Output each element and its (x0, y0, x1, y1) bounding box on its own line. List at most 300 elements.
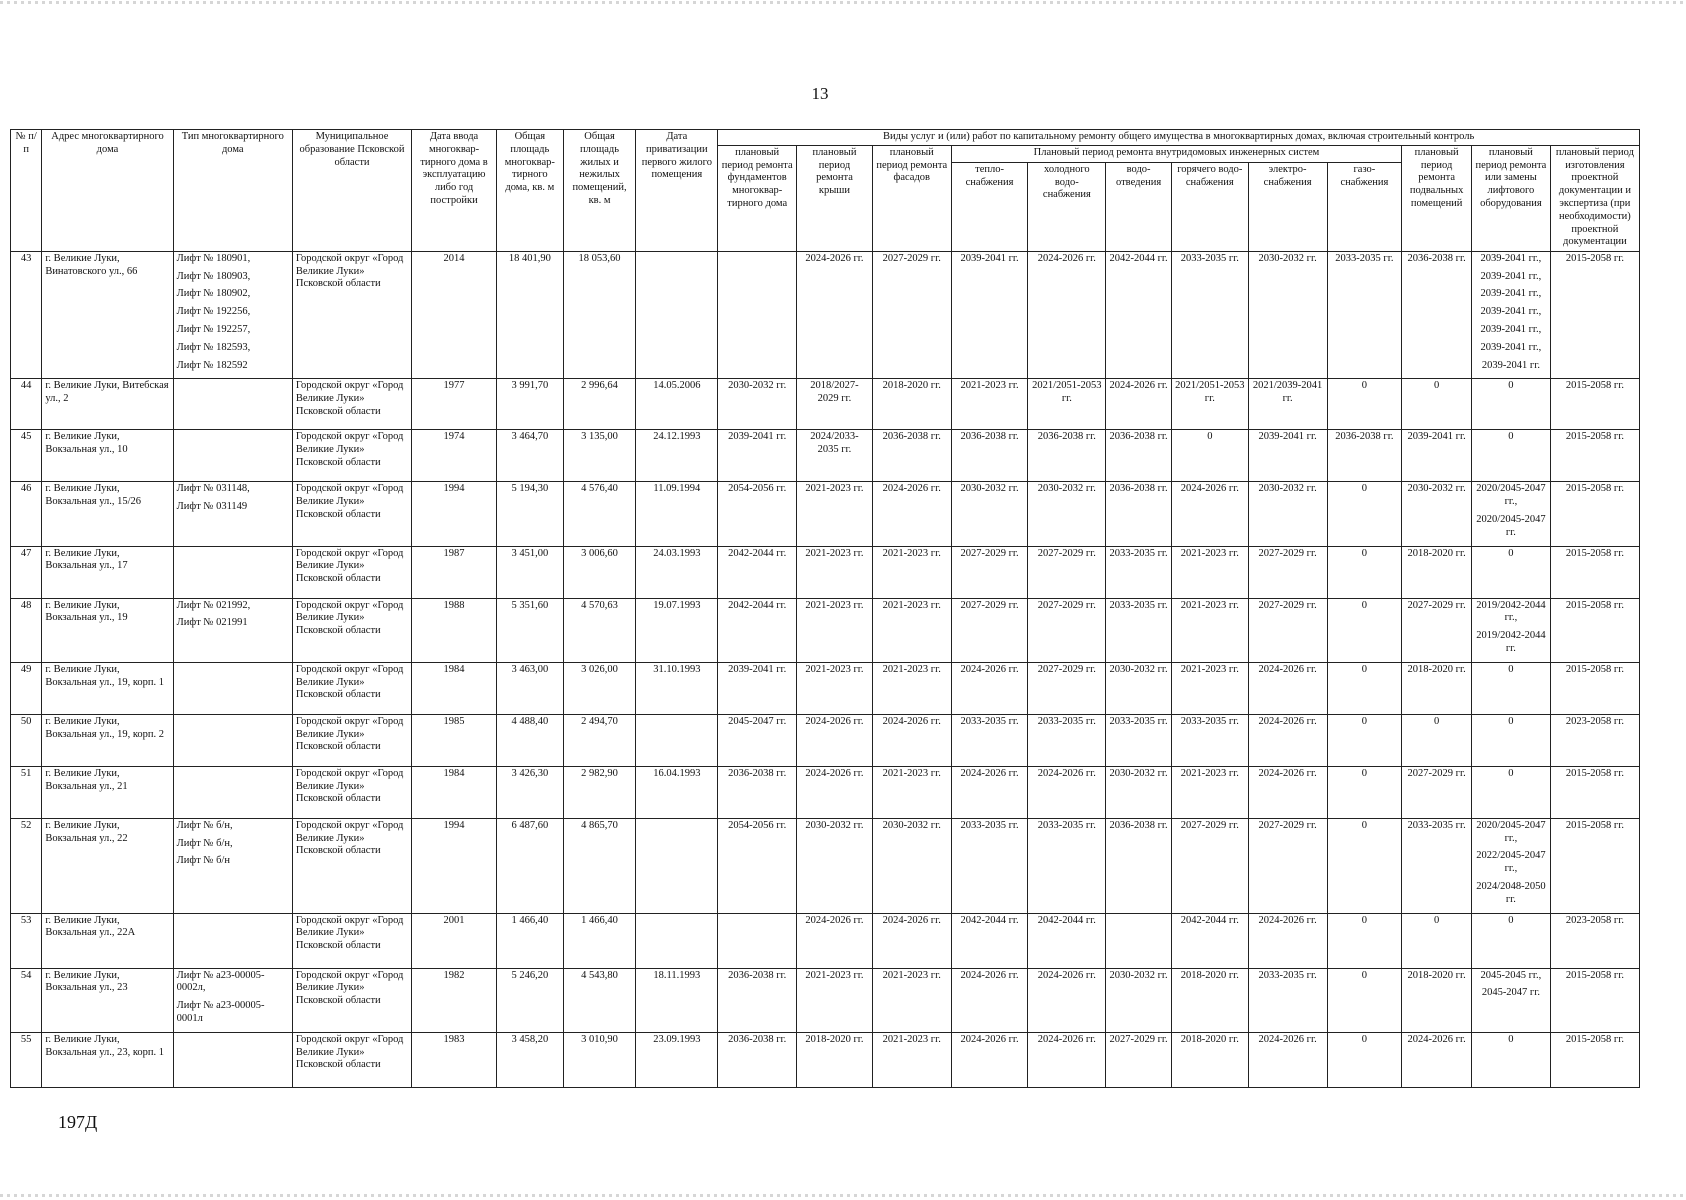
cell-gas: 0 (1327, 913, 1402, 968)
cell-type (173, 714, 292, 766)
cell-num: 49 (11, 662, 42, 714)
cell-sewer: 2030-2032 гг. (1106, 968, 1172, 1032)
cell-foundation: 2045-2047 гг. (718, 714, 797, 766)
cell-hot-water: 2024-2026 гг. (1171, 482, 1248, 546)
cell-design: 2015-2058 гг. (1550, 968, 1639, 1032)
cell-cold-water: 2042-2044 гг. (1028, 913, 1106, 968)
cell-total-area: 3 458,20 (496, 1032, 563, 1087)
cell-municipality: Городской округ «Город Великие Луки» Псковской области (292, 598, 411, 662)
cell-elevator-line: 0 (1508, 914, 1514, 926)
cell-address: г. Великие Луки, Вокзальная ул., 23 (42, 968, 173, 1032)
cell-hot-water: 2018-2020 гг. (1171, 968, 1248, 1032)
cell-design: 2015-2058 гг. (1550, 251, 1639, 379)
cell-elevator-line: 2020/2045-2047 гг., (1476, 819, 1546, 844)
cell-facade: 2030-2032 гг. (872, 818, 951, 913)
cell-roof: 2024-2026 гг. (797, 251, 873, 379)
cell-heat: 2033-2035 гг. (951, 714, 1028, 766)
header-total-area: Общая площадь многоквар-тирного дома, кв. м (496, 130, 563, 252)
cell-elevator-line: 2039-2041 гг., (1480, 323, 1542, 335)
cell-electric: 2024-2026 гг. (1248, 913, 1327, 968)
header-facade: плановый период ремонта фасадов (872, 145, 951, 251)
cell-total-area: 5 246,20 (496, 968, 563, 1032)
header-address: Адрес многоквартирного дома (42, 130, 173, 252)
cell-year: 1994 (412, 818, 497, 913)
cell-elevator-line: 0 (1508, 380, 1514, 392)
cell-design: 2015-2058 гг. (1550, 1032, 1639, 1087)
cell-basement: 2033-2035 гг. (1402, 818, 1472, 913)
cell-municipality: Городской округ «Город Великие Луки» Псковской области (292, 818, 411, 913)
cell-heat: 2027-2029 гг. (951, 546, 1028, 598)
cell-heat: 2024-2026 гг. (951, 1032, 1028, 1087)
header-elevator: плановый период ремонта или замены лифтового оборудования (1472, 145, 1551, 251)
header-cold-water: холодного водо-снабжения (1028, 162, 1106, 251)
cell-elevator (1472, 546, 1551, 598)
cell-elevator-line: 2019/2042-2044 гг. (1476, 630, 1546, 654)
cell-electric: 2024-2026 гг. (1248, 714, 1327, 766)
table-row (11, 913, 1640, 968)
cell-design: 2015-2058 гг. (1550, 598, 1639, 662)
table-row (11, 1032, 1640, 1087)
cell-num: 55 (11, 1032, 42, 1087)
cell-sewer: 2033-2035 гг. (1106, 714, 1172, 766)
cell-num: 50 (11, 714, 42, 766)
cell-elevator-line: 0 (1508, 1033, 1514, 1045)
cell-address: г. Великие Луки, Вокзальная ул., 19, корп. 1 (42, 662, 173, 714)
cell-hot-water: 2018-2020 гг. (1171, 1032, 1248, 1087)
cell-foundation: 2036-2038 гг. (718, 766, 797, 818)
cell-elevator-line: 2020/2045-2047 гг. (1476, 513, 1546, 538)
cell-electric: 2030-2032 гг. (1248, 251, 1327, 379)
cell-type (173, 598, 292, 662)
cell-elevator (1472, 766, 1551, 818)
table-row (11, 379, 1640, 430)
cell-gas: 2036-2038 гг. (1327, 430, 1402, 482)
cell-roof: 2024-2026 гг. (797, 714, 873, 766)
cell-roof: 2018-2020 гг. (797, 1032, 873, 1087)
cell-year: 1982 (412, 968, 497, 1032)
cell-foundation: 2036-2038 гг. (718, 968, 797, 1032)
cell-heat: 2021-2023 гг. (951, 379, 1028, 430)
header-sewer: водо-отведения (1106, 162, 1172, 251)
cell-cold-water: 2024-2026 гг. (1028, 1032, 1106, 1087)
cell-basement: 0 (1402, 913, 1472, 968)
cell-num: 45 (11, 430, 42, 482)
cell-roof: 2021-2023 гг. (797, 968, 873, 1032)
cell-design: 2015-2058 гг. (1550, 662, 1639, 714)
cell-living-area: 4 576,40 (563, 482, 636, 546)
cell-heat: 2027-2029 гг. (951, 598, 1028, 662)
cell-elevator-line: 2039-2041 гг., (1480, 288, 1542, 300)
cell-type-line: Лифт № 182592 (176, 359, 248, 371)
cell-num: 43 (11, 251, 42, 379)
cell-num: 53 (11, 913, 42, 968)
cell-electric: 2030-2032 гг. (1248, 482, 1327, 546)
cell-year: 1994 (412, 482, 497, 546)
cell-facade: 2021-2023 гг. (872, 1032, 951, 1087)
cell-address: г. Великие Луки, Вокзальная ул., 17 (42, 546, 173, 598)
header-design-docs: плановый период изготовления проектной документации и экспертиза (при необходимости) проектной документации (1550, 145, 1639, 251)
cell-cold-water: 2033-2035 гг. (1028, 818, 1106, 913)
cell-basement: 2018-2020 гг. (1402, 546, 1472, 598)
cell-total-area: 5 194,30 (496, 482, 563, 546)
cell-municipality: Городской округ «Город Великие Луки» Псковской области (292, 968, 411, 1032)
header-living-area: Общая площадь жилых и нежилых помещений, кв. м (563, 130, 636, 252)
cell-hot-water: 2021-2023 гг. (1171, 546, 1248, 598)
cell-facade: 2024-2026 гг. (872, 482, 951, 546)
cell-type-line: Лифт № 192256, (176, 306, 251, 318)
table-row (11, 598, 1640, 662)
cell-type (173, 1032, 292, 1087)
cell-elevator-line: 0 (1508, 663, 1514, 675)
cell-living-area: 4 865,70 (563, 818, 636, 913)
cell-living-area: 18 053,60 (563, 251, 636, 379)
cell-hot-water: 2021-2023 гг. (1171, 766, 1248, 818)
header-basement: плановый период ремонта подвальных помещений (1402, 145, 1472, 251)
cell-type-line: Лифт № 021992, (176, 599, 251, 611)
cell-heat: 2042-2044 гг. (951, 913, 1028, 968)
cell-living-area: 3 135,00 (563, 430, 636, 482)
cell-year: 1984 (412, 766, 497, 818)
header-foundation: плановый период ремонта фундаментов многоквар-тирного дома (718, 145, 797, 251)
cell-address: г. Великие Луки, Вокзальная ул., 23, корп. 1 (42, 1032, 173, 1087)
cell-design: 2023-2058 гг. (1550, 714, 1639, 766)
cell-roof: 2021-2023 гг. (797, 546, 873, 598)
cell-living-area: 2 982,90 (563, 766, 636, 818)
cell-year: 1987 (412, 546, 497, 598)
cell-elevator-line: 0 (1508, 767, 1514, 779)
cell-type-line: Лифт № 180901, (176, 252, 251, 264)
cell-num: 47 (11, 546, 42, 598)
cell-privatization (636, 913, 718, 968)
cell-gas: 0 (1327, 818, 1402, 913)
table-row (11, 714, 1640, 766)
cell-basement: 0 (1402, 714, 1472, 766)
scan-edge-bottom (0, 1194, 1686, 1197)
cell-gas: 0 (1327, 1032, 1402, 1087)
cell-gas: 0 (1327, 482, 1402, 546)
cell-elevator-line: 2020/2045-2047 гг., (1476, 483, 1546, 508)
cell-hot-water: 2021-2023 гг. (1171, 598, 1248, 662)
cell-sewer: 2033-2035 гг. (1106, 546, 1172, 598)
header-commission-date: Дата ввода многоквар-тирного дома в эксплуатацию либо год постройки (412, 130, 497, 252)
cell-total-area: 3 451,00 (496, 546, 563, 598)
cell-cold-water: 2036-2038 гг. (1028, 430, 1106, 482)
cell-type (173, 251, 292, 379)
cell-num: 52 (11, 818, 42, 913)
cell-heat: 2024-2026 гг. (951, 968, 1028, 1032)
cell-elevator-line: 2039-2041 гг., (1480, 341, 1542, 353)
cell-hot-water: 2021-2023 гг. (1171, 662, 1248, 714)
cell-roof: 2024/2033-2035 гг. (797, 430, 873, 482)
cell-foundation: 2042-2044 гг. (718, 598, 797, 662)
cell-type-line: Лифт № 021991 (176, 617, 248, 629)
table-row (11, 430, 1640, 482)
cell-gas: 0 (1327, 766, 1402, 818)
cell-heat: 2024-2026 гг. (951, 766, 1028, 818)
table-row (11, 251, 1640, 379)
cell-type-line: Лифт № б/н (176, 855, 230, 867)
cell-facade: 2018-2020 гг. (872, 379, 951, 430)
cell-type (173, 379, 292, 430)
table-row (11, 766, 1640, 818)
cell-year: 1988 (412, 598, 497, 662)
cell-type (173, 430, 292, 482)
cell-year: 2001 (412, 913, 497, 968)
cell-address: г. Великие Луки, Вокзальная ул., 15/26 (42, 482, 173, 546)
cell-design: 2015-2058 гг. (1550, 379, 1639, 430)
cell-electric: 2024-2026 гг. (1248, 766, 1327, 818)
cell-type-line: Лифт № 192257, (176, 323, 251, 335)
cell-elevator-line: 2045-2045 гг., (1480, 969, 1542, 981)
cell-type (173, 818, 292, 913)
cell-foundation: 2054-2056 гг. (718, 482, 797, 546)
cell-living-area: 3 026,00 (563, 662, 636, 714)
cell-hot-water: 2033-2035 гг. (1171, 251, 1248, 379)
cell-total-area: 5 351,60 (496, 598, 563, 662)
cell-roof: 2024-2026 гг. (797, 913, 873, 968)
cell-total-area: 18 401,90 (496, 251, 563, 379)
cell-basement: 2018-2020 гг. (1402, 662, 1472, 714)
cell-design: 2015-2058 гг. (1550, 482, 1639, 546)
header-privatization-date: Дата приватизации первого жилого помещения (636, 130, 718, 252)
cell-facade: 2024-2026 гг. (872, 913, 951, 968)
cell-year: 1984 (412, 662, 497, 714)
cell-elevator (1472, 662, 1551, 714)
cell-year: 1977 (412, 379, 497, 430)
cell-elevator-line: 2039-2041 гг., (1480, 270, 1542, 282)
cell-gas: 0 (1327, 714, 1402, 766)
cell-basement: 2027-2029 гг. (1402, 766, 1472, 818)
cell-cold-water: 2024-2026 гг. (1028, 766, 1106, 818)
cell-type (173, 546, 292, 598)
table-row (11, 662, 1640, 714)
cell-electric: 2024-2026 гг. (1248, 1032, 1327, 1087)
cell-privatization: 24.12.1993 (636, 430, 718, 482)
cell-heat: 2030-2032 гг. (951, 482, 1028, 546)
cell-facade: 2036-2038 гг. (872, 430, 951, 482)
cell-privatization (636, 818, 718, 913)
cell-year: 1974 (412, 430, 497, 482)
header-heat: тепло-снабжения (951, 162, 1028, 251)
cell-total-area: 4 488,40 (496, 714, 563, 766)
cell-roof: 2021-2023 гг. (797, 662, 873, 714)
cell-foundation (718, 251, 797, 379)
cell-basement: 2024-2026 гг. (1402, 1032, 1472, 1087)
cell-design: 2015-2058 гг. (1550, 766, 1639, 818)
cell-living-area: 3 010,90 (563, 1032, 636, 1087)
cell-design: 2015-2058 гг. (1550, 546, 1639, 598)
cell-gas: 2033-2035 гг. (1327, 251, 1402, 379)
cell-elevator (1472, 598, 1551, 662)
cell-elevator-line: 0 (1508, 431, 1514, 443)
cell-num: 48 (11, 598, 42, 662)
cell-privatization: 23.09.1993 (636, 1032, 718, 1087)
cell-elevator (1472, 482, 1551, 546)
cell-cold-water: 2027-2029 гг. (1028, 598, 1106, 662)
cell-type-line: Лифт № 180903, (176, 270, 251, 282)
cell-privatization: 31.10.1993 (636, 662, 718, 714)
cell-type-line: Лифт № 031149 (176, 501, 248, 513)
cell-municipality: Городской округ «Город Великие Луки» Псковской области (292, 913, 411, 968)
cell-design: 2015-2058 гг. (1550, 818, 1639, 913)
cell-municipality: Городской округ «Город Великие Луки» Псковской области (292, 546, 411, 598)
cell-elevator (1472, 968, 1551, 1032)
cell-num: 54 (11, 968, 42, 1032)
cell-elevator-line: 2039-2041 гг. (1481, 359, 1540, 371)
cell-sewer: 2036-2038 гг. (1106, 430, 1172, 482)
cell-living-area: 4 570,63 (563, 598, 636, 662)
cell-privatization (636, 714, 718, 766)
cell-facade: 2021-2023 гг. (872, 766, 951, 818)
cell-cold-water: 2033-2035 гг. (1028, 714, 1106, 766)
cell-heat: 2039-2041 гг. (951, 251, 1028, 379)
table-row (11, 818, 1640, 913)
cell-type (173, 482, 292, 546)
cell-privatization: 18.11.1993 (636, 968, 718, 1032)
cell-sewer: 2036-2038 гг. (1106, 818, 1172, 913)
scan-edge-top (0, 1, 1686, 4)
cell-total-area: 3 426,30 (496, 766, 563, 818)
cell-living-area: 1 466,40 (563, 913, 636, 968)
cell-total-area: 3 464,70 (496, 430, 563, 482)
cell-basement: 2030-2032 гг. (1402, 482, 1472, 546)
header-roof: плановый период ремонта крыши (797, 145, 873, 251)
cell-electric: 2027-2029 гг. (1248, 598, 1327, 662)
cell-elevator (1472, 913, 1551, 968)
cell-privatization (636, 251, 718, 379)
cell-cold-water: 2024-2026 гг. (1028, 968, 1106, 1032)
header-works-group: Виды услуг и (или) работ по капитальному ремонту общего имущества в многоквартирных домах, включая строительный контроль (718, 130, 1640, 146)
cell-elevator-line: 2039-2041 гг., (1480, 306, 1542, 318)
cell-roof: 2021-2023 гг. (797, 482, 873, 546)
cell-total-area: 3 463,00 (496, 662, 563, 714)
cell-living-area: 2 996,64 (563, 379, 636, 430)
cell-hot-water: 2033-2035 гг. (1171, 714, 1248, 766)
cell-address: г. Великие Луки, Винатовского ул., 66 (42, 251, 173, 379)
cell-facade: 2021-2023 гг. (872, 598, 951, 662)
cell-roof: 2024-2026 гг. (797, 766, 873, 818)
cell-foundation: 2030-2032 гг. (718, 379, 797, 430)
cell-address: г. Великие Луки, Вокзальная ул., 22А (42, 913, 173, 968)
cell-roof: 2018/2027-2029 гг. (797, 379, 873, 430)
cell-type (173, 913, 292, 968)
cell-cold-water: 2027-2029 гг. (1028, 662, 1106, 714)
cell-sewer: 2030-2032 гг. (1106, 766, 1172, 818)
cell-elevator-line: 0 (1508, 715, 1514, 727)
cell-sewer: 2024-2026 гг. (1106, 379, 1172, 430)
cell-gas: 0 (1327, 598, 1402, 662)
cell-electric: 2027-2029 гг. (1248, 818, 1327, 913)
cell-type-line: Лифт № а23-00005-0002л, (176, 969, 265, 994)
cell-facade: 2021-2023 гг. (872, 968, 951, 1032)
cell-basement: 2039-2041 гг. (1402, 430, 1472, 482)
cell-year: 1983 (412, 1032, 497, 1087)
cell-elevator-line: 0 (1508, 547, 1514, 559)
cell-address: г. Великие Луки, Вокзальная ул., 10 (42, 430, 173, 482)
cell-foundation: 2042-2044 гг. (718, 546, 797, 598)
cell-type-line: Лифт № а23-00005-0001л (176, 1000, 265, 1024)
cell-address: г. Великие Луки, Витебская ул., 2 (42, 379, 173, 430)
cell-basement: 0 (1402, 379, 1472, 430)
cell-foundation: 2039-2041 гг. (718, 430, 797, 482)
cell-electric: 2033-2035 гг. (1248, 968, 1327, 1032)
cell-privatization: 16.04.1993 (636, 766, 718, 818)
table-row (11, 968, 1640, 1032)
cell-total-area: 1 466,40 (496, 913, 563, 968)
header-municipality: Муниципальное образование Псковской области (292, 130, 411, 252)
cell-elevator (1472, 1032, 1551, 1087)
cell-cold-water: 2027-2029 гг. (1028, 546, 1106, 598)
cell-foundation: 2054-2056 гг. (718, 818, 797, 913)
capital-repair-table (10, 129, 1640, 1088)
cell-design: 2015-2058 гг. (1550, 430, 1639, 482)
cell-facade: 2021-2023 гг. (872, 662, 951, 714)
cell-hot-water: 2021/2051-2053 гг. (1171, 379, 1248, 430)
cell-num: 46 (11, 482, 42, 546)
cell-elevator (1472, 818, 1551, 913)
cell-elevator-line: 2022/2045-2047 гг., (1476, 850, 1546, 875)
cell-sewer (1106, 913, 1172, 968)
cell-gas: 0 (1327, 546, 1402, 598)
cell-electric: 2021/2039-2041 гг. (1248, 379, 1327, 430)
cell-address: г. Великие Луки, Вокзальная ул., 22 (42, 818, 173, 913)
cell-num: 51 (11, 766, 42, 818)
cell-type (173, 766, 292, 818)
cell-roof: 2030-2032 гг. (797, 818, 873, 913)
header-num: № п/п (11, 130, 42, 252)
header-gas: газо-снабжения (1327, 162, 1402, 251)
cell-living-area: 2 494,70 (563, 714, 636, 766)
cell-elevator (1472, 251, 1551, 379)
cell-heat: 2024-2026 гг. (951, 662, 1028, 714)
cell-foundation: 2039-2041 гг. (718, 662, 797, 714)
cell-municipality: Городской округ «Город Великие Луки» Псковской области (292, 662, 411, 714)
cell-elevator-line: 2019/2042-2044 гг., (1476, 599, 1546, 624)
cell-basement: 2036-2038 гг. (1402, 251, 1472, 379)
cell-basement: 2027-2029 гг. (1402, 598, 1472, 662)
cell-sewer: 2033-2035 гг. (1106, 598, 1172, 662)
cell-hot-water: 2027-2029 гг. (1171, 818, 1248, 913)
cell-cold-water: 2030-2032 гг. (1028, 482, 1106, 546)
cell-design: 2023-2058 гг. (1550, 913, 1639, 968)
cell-facade: 2027-2029 гг. (872, 251, 951, 379)
page-number: 13 (811, 84, 829, 103)
cell-living-area: 4 543,80 (563, 968, 636, 1032)
cell-sewer: 2042-2044 гг. (1106, 251, 1172, 379)
table-row (11, 482, 1640, 546)
cell-municipality: Городской округ «Город Великие Луки» Псковской области (292, 1032, 411, 1087)
cell-municipality: Городской округ «Город Великие Луки» Псковской области (292, 430, 411, 482)
header-engineering-group: Плановый период ремонта внутридомовых инженерных систем (951, 145, 1402, 162)
cell-municipality: Городской округ «Город Великие Луки» Псковской области (292, 714, 411, 766)
cell-municipality: Городской округ «Город Великие Луки» Псковской области (292, 482, 411, 546)
cell-elevator (1472, 714, 1551, 766)
cell-electric: 2024-2026 гг. (1248, 662, 1327, 714)
cell-type-line: Лифт № 182593, (176, 341, 251, 353)
cell-privatization: 24.03.1993 (636, 546, 718, 598)
cell-hot-water: 2042-2044 гг. (1171, 913, 1248, 968)
cell-type (173, 662, 292, 714)
cell-electric: 2027-2029 гг. (1248, 546, 1327, 598)
cell-cold-water: 2024-2026 гг. (1028, 251, 1106, 379)
cell-heat: 2036-2038 гг. (951, 430, 1028, 482)
cell-type-line: Лифт № 180902, (176, 288, 251, 300)
cell-address: г. Великие Луки, Вокзальная ул., 19 (42, 598, 173, 662)
cell-elevator-line: 2039-2041 гг., (1480, 252, 1542, 264)
footer-code: 197Д (58, 1112, 98, 1132)
cell-elevator-line: 2045-2047 гг. (1481, 987, 1540, 999)
cell-type (173, 968, 292, 1032)
